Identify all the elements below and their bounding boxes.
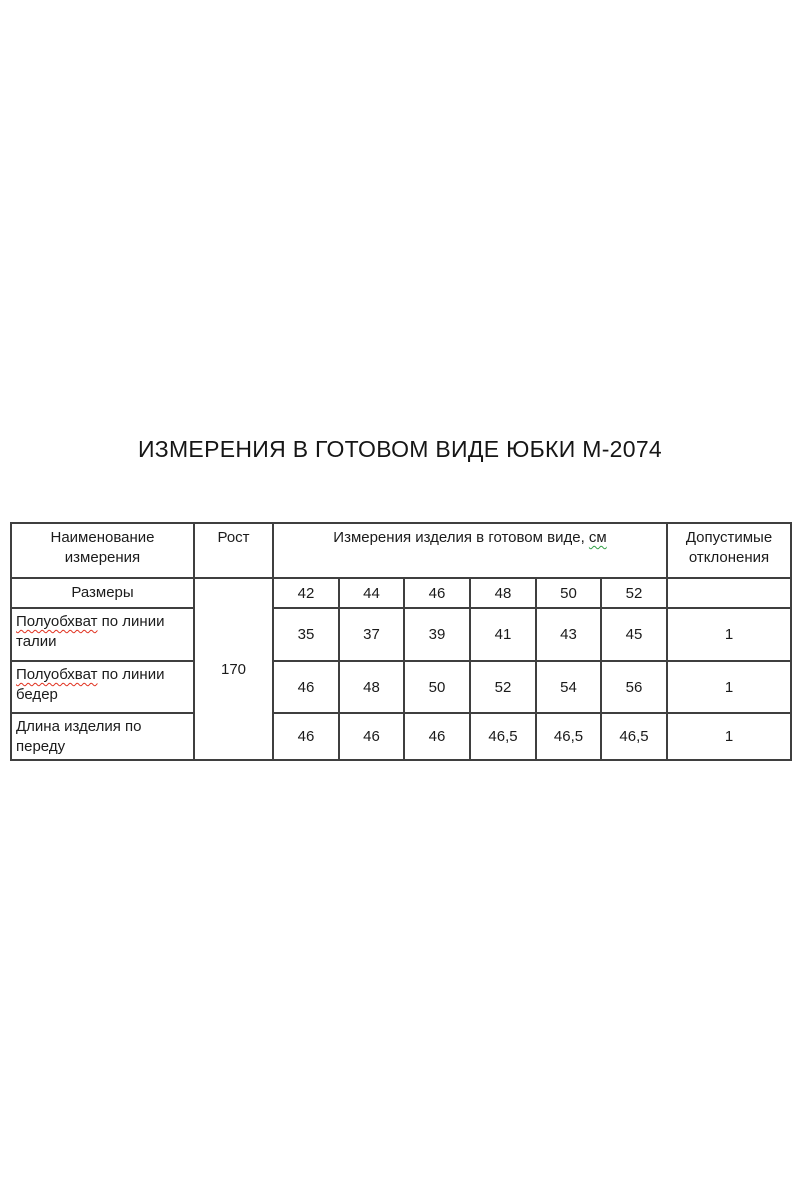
measure-value: 46 — [339, 713, 404, 760]
measure-value: 46,5 — [470, 713, 536, 760]
size-value: 48 — [470, 578, 536, 608]
header-cell-height: Рост — [194, 523, 273, 578]
deviation-value: 1 — [667, 661, 791, 713]
header-cell-deviation: Допустимые отклонения — [667, 523, 791, 578]
measurements-table — [10, 522, 792, 761]
row-label-hips-rest: по линии бедер — [16, 666, 165, 703]
measure-value: 50 — [404, 661, 470, 713]
measure-value: 54 — [536, 661, 601, 713]
deviation-value: 1 — [667, 713, 791, 760]
row-label-sizes: Размеры — [11, 578, 194, 608]
size-value: 42 — [273, 578, 339, 608]
row-label-waist-rest: по линии талии — [16, 613, 165, 650]
header-measurements-label: Измерения изделия в готовом виде, — [333, 529, 589, 546]
measure-value: 37 — [339, 608, 404, 661]
measure-value: 39 — [404, 608, 470, 661]
document-title: ИЗМЕРЕНИЯ В ГОТОВОМ ВИДЕ ЮБКИ М-2074 — [137, 436, 663, 462]
size-value: 46 — [404, 578, 470, 608]
deviation-value: 1 — [667, 608, 791, 661]
measure-value: 46,5 — [536, 713, 601, 760]
row-label-front-length: Длина изделия по переду — [11, 713, 194, 760]
measure-value: 46 — [273, 661, 339, 713]
measure-value: 41 — [470, 608, 536, 661]
spellcheck-flagged-word: Полуобхват — [16, 613, 98, 630]
measure-value: 48 — [339, 661, 404, 713]
header-name-line2: измерения — [64, 549, 141, 566]
table-row-hips — [11, 661, 791, 713]
grammar-flagged-word: см — [588, 529, 607, 546]
measure-value: 56 — [601, 661, 667, 713]
table-row-waist — [11, 608, 791, 661]
height-value-cell: 170 — [194, 578, 273, 760]
measure-value: 46 — [404, 713, 470, 760]
size-value: 50 — [536, 578, 601, 608]
measure-value: 45 — [601, 608, 667, 661]
table-header-row — [11, 523, 791, 578]
row-label-waist — [11, 608, 194, 661]
measure-value: 43 — [536, 608, 601, 661]
measure-value: 52 — [470, 661, 536, 713]
row-label-hips — [11, 661, 194, 713]
deviation-value-empty — [667, 578, 791, 608]
measure-value: 46 — [273, 713, 339, 760]
spellcheck-flagged-word: Полуобхват — [16, 666, 98, 683]
table-row-front-length — [11, 713, 791, 760]
measure-value: 46,5 — [601, 713, 667, 760]
header-name-line1: Наименование — [50, 529, 155, 546]
size-value: 44 — [339, 578, 404, 608]
header-cell-measurement-name — [11, 523, 194, 578]
header-cell-measurements — [273, 523, 667, 578]
measure-value: 35 — [273, 608, 339, 661]
size-value: 52 — [601, 578, 667, 608]
table-row-sizes — [11, 578, 791, 608]
